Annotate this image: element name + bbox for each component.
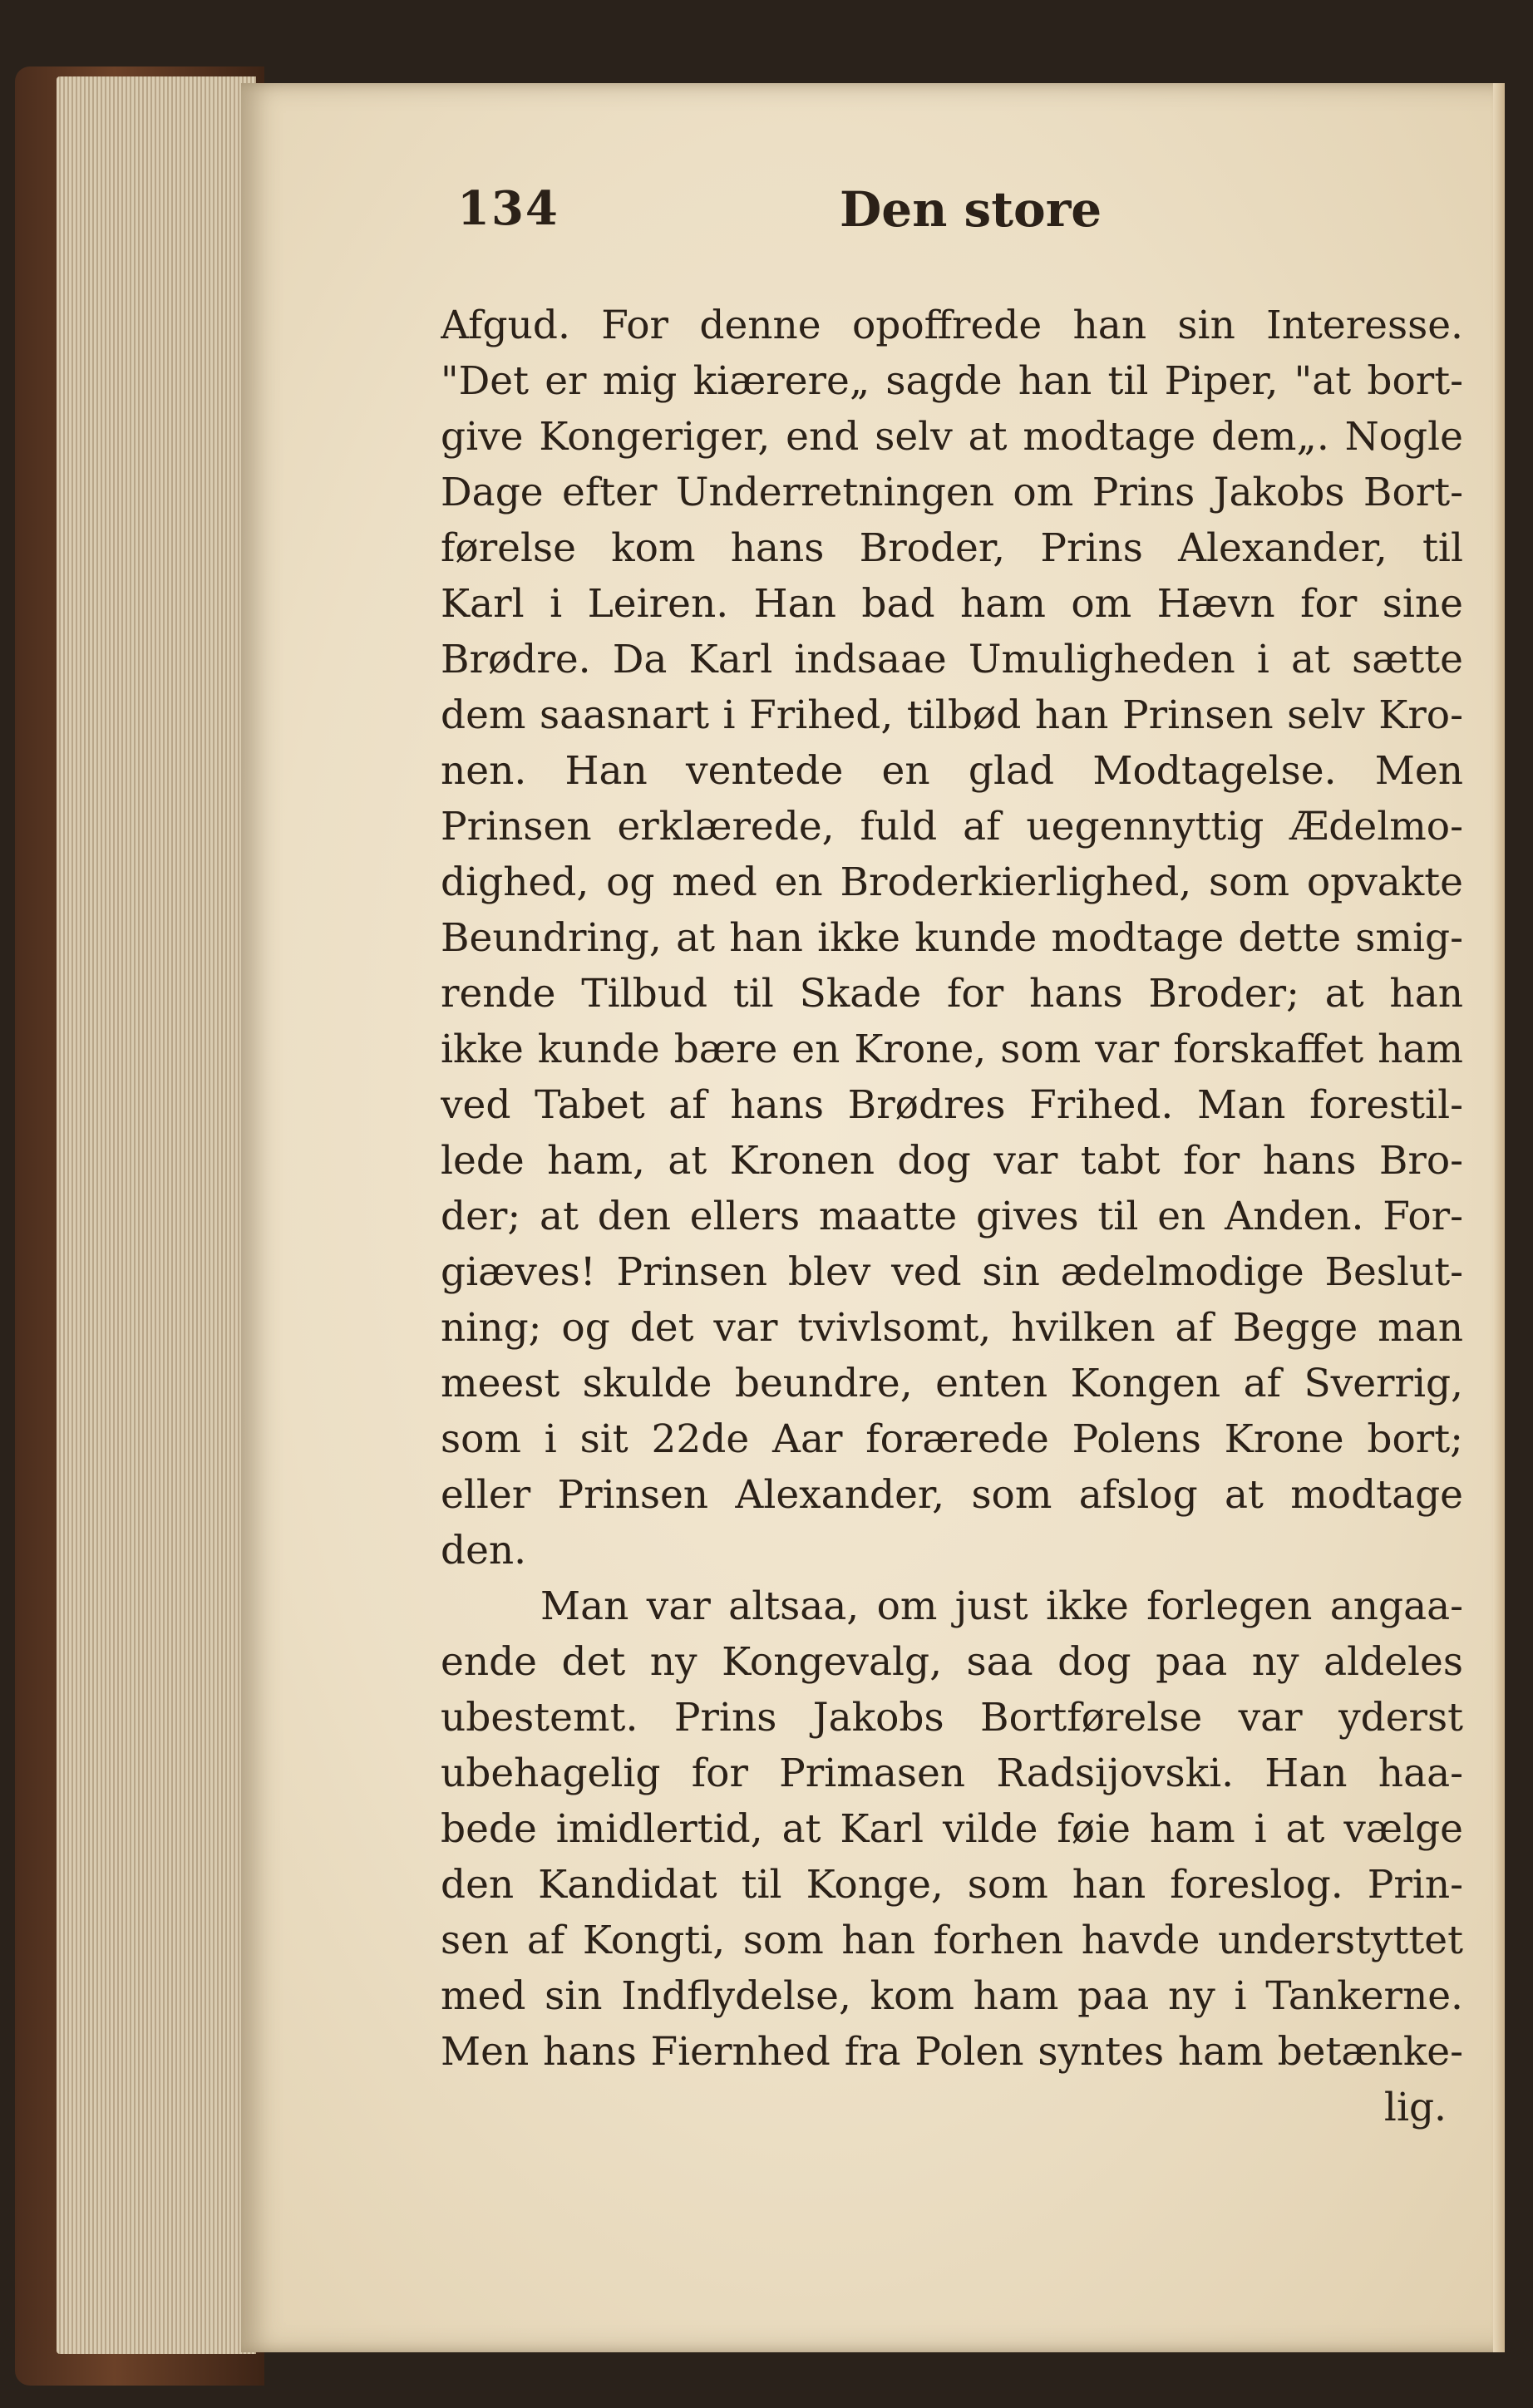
text-line: eller Prinsen Alexander, som afslog at modtage <box>441 1472 1463 1518</box>
book-page <box>241 83 1505 2352</box>
text-line: Karl i Leiren. Han bad ham om Hævn for sine <box>441 581 1463 627</box>
text-line: ning; og det var tvivlsomt, hvilken af Begge man <box>441 1305 1463 1351</box>
text-line: ved Tabet af hans Brødres Frihed. Man forestil- <box>441 1082 1463 1128</box>
text-line: Brødre. Da Karl indsaae Umuligheden i at sætte <box>441 637 1463 682</box>
text-line: nen. Han ventede en glad Modtagelse. Men <box>441 748 1463 794</box>
text-line: Men hans Fiernhed fra Polen syntes ham betænke- <box>441 2029 1463 2075</box>
text-line: Afgud. For denne opoffrede han sin Interesse. <box>441 303 1463 348</box>
page-edges <box>57 76 256 2354</box>
text-line: lede ham, at Kronen dog var tabt for hans Bro- <box>441 1138 1463 1184</box>
page-number: 134 <box>457 181 559 236</box>
text-line: ubehagelig for Primasen Radsijovski. Han haa- <box>441 1751 1463 1796</box>
text-line: bede imidlertid, at Karl vilde føie ham i at vælge <box>441 1806 1463 1852</box>
text-line: ubestemt. Prins Jakobs Bortførelse var yderst <box>441 1695 1463 1741</box>
text-line: Man var altsaa, om just ikke forlegen angaa- <box>540 1583 1463 1629</box>
text-line: den. <box>441 1528 527 1573</box>
text-line: førelse kom hans Broder, Prins Alexander, til <box>441 525 1463 571</box>
page-header <box>457 181 1438 256</box>
text-line: meest skulde beundre, enten Kongen af Sverrig, <box>441 1361 1463 1406</box>
text-line: dem saasnart i Frihed, tilbød han Prinsen selv Kro- <box>441 692 1463 738</box>
text-line: giæves! Prinsen blev ved sin ædelmodige Beslut- <box>441 1249 1463 1295</box>
text-line: Beundring, at han ikke kunde modtage dette smig- <box>441 915 1463 961</box>
text-line: med sin Indflydelse, kom ham paa ny i Tankerne. <box>441 1973 1463 2019</box>
text-line: der; at den ellers maatte gives til en Anden. For- <box>441 1194 1463 1239</box>
catchword: lig. <box>1383 2085 1447 2130</box>
running-head: Den store <box>840 181 1102 238</box>
text-line: som i sit 22de Aar forærede Polens Krone bort; <box>441 1416 1463 1462</box>
text-line: rende Tilbud til Skade for hans Broder; at han <box>441 971 1463 1017</box>
body-text <box>441 298 1463 2135</box>
text-line: Dage efter Underretningen om Prins Jakobs Bort- <box>441 470 1463 515</box>
text-line: ikke kunde bære en Krone, som var forskaffet ham <box>441 1027 1463 1072</box>
text-line: ende det ny Kongevalg, saa dog paa ny aldeles <box>441 1639 1463 1685</box>
text-line: "Det er mig kiærere„ sagde han til Piper, "at bort- <box>441 358 1463 404</box>
text-line: Prinsen erklærede, fuld af uegennyttig Ædelmo- <box>441 804 1463 849</box>
text-line: dighed, og med en Broderkierlighed, som opvakte <box>441 859 1463 905</box>
text-line: sen af Kongti, som han forhen havde understyttet <box>441 1918 1463 1963</box>
text-line: give Kongeriger, end selv at modtage dem„. Nogle <box>441 414 1463 460</box>
text-line: den Kandidat til Konge, som han foreslog. Prin- <box>441 1862 1463 1908</box>
